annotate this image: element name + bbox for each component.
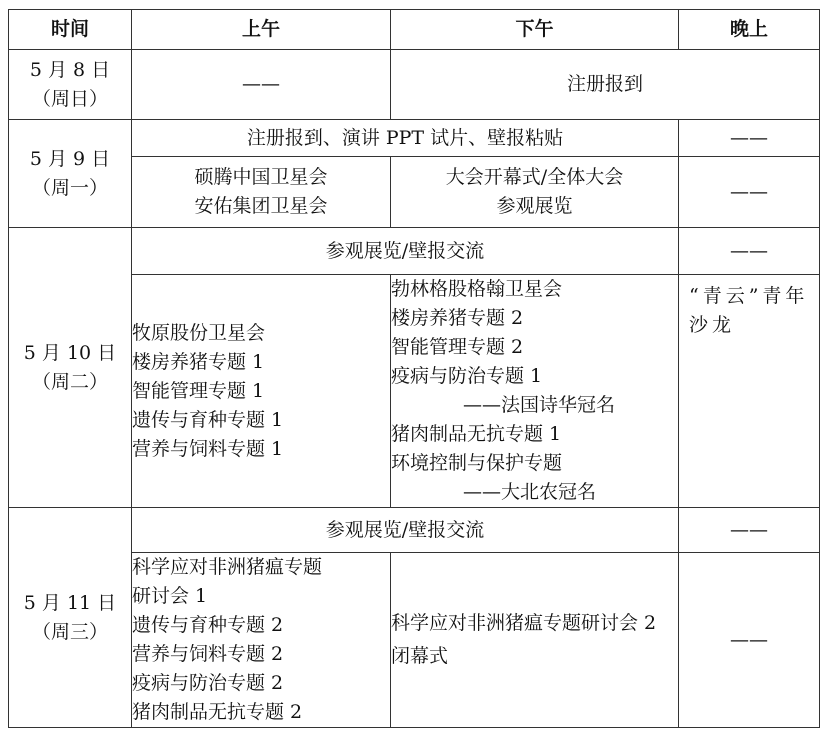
session-item: 猪肉制品无抗专题 2 bbox=[132, 701, 303, 723]
header-afternoon: 下午 bbox=[391, 10, 679, 50]
session-item: 研讨会 1 bbox=[132, 585, 208, 607]
session-item: 勃林格股格翰卫星会 bbox=[391, 278, 563, 300]
schedule-table bbox=[8, 9, 820, 728]
header-morning: 上午 bbox=[132, 10, 391, 50]
weekday-label: （周日） bbox=[31, 87, 108, 110]
morning-cell bbox=[132, 275, 391, 508]
day-span-cell: 注册报到、演讲 PPT 试片、壁报粘贴 bbox=[132, 120, 679, 157]
session-item: 楼房养猪专题 2 bbox=[391, 307, 524, 329]
session-item: 硕腾中国卫星会 bbox=[194, 166, 328, 188]
table-row bbox=[9, 50, 820, 120]
afternoon-evening-cell: 注册报到 bbox=[391, 50, 820, 120]
evening-cell bbox=[679, 275, 820, 508]
header-row bbox=[9, 10, 820, 50]
date-cell bbox=[9, 50, 132, 120]
afternoon-cell bbox=[391, 553, 679, 728]
session-item: 营养与饲料专题 1 bbox=[132, 437, 284, 460]
evening-cell: —— bbox=[679, 508, 820, 553]
session-item: 科学应对非洲猪瘟专题 bbox=[132, 556, 323, 578]
session-item: 大会开幕式/全体大会 bbox=[445, 166, 624, 188]
session-item: 科学应对非洲猪瘟专题研讨会 2 bbox=[391, 612, 657, 634]
date-label: 5 月 10 日 bbox=[23, 341, 117, 364]
date-label: 5 月 9 日 bbox=[29, 147, 111, 170]
session-item: 遗传与育种专题 2 bbox=[132, 614, 284, 636]
session-item: 参观展览 bbox=[496, 195, 573, 217]
session-item: 楼房养猪专题 1 bbox=[132, 350, 265, 373]
date-cell bbox=[9, 228, 132, 508]
morning-cell bbox=[132, 157, 391, 228]
session-item: 闭幕式 bbox=[391, 645, 449, 667]
weekday-label: （周三） bbox=[31, 620, 108, 643]
session-item: 疫病与防治专题 1 bbox=[391, 365, 543, 387]
header-evening: 晚上 bbox=[679, 10, 820, 50]
session-item: 猪肉制品无抗专题 1 bbox=[391, 423, 562, 445]
sponsor-note: ——法国诗华冠名 bbox=[463, 394, 616, 416]
date-label: 5 月 8 日 bbox=[29, 58, 111, 81]
date-cell bbox=[9, 508, 132, 728]
session-item: 牧原股份卫星会 bbox=[132, 321, 266, 344]
evening-cell: —— bbox=[679, 553, 820, 728]
evening-cell: —— bbox=[679, 228, 820, 275]
salon-event: “青云”青年沙龙 bbox=[689, 285, 809, 336]
morning-cell: —— bbox=[132, 50, 391, 120]
session-item: 遗传与育种专题 1 bbox=[132, 408, 284, 431]
weekday-label: （周一） bbox=[31, 176, 108, 199]
afternoon-cell bbox=[391, 157, 679, 228]
afternoon-cell bbox=[391, 275, 679, 508]
evening-cell: —— bbox=[679, 157, 820, 228]
session-item: 安佑集团卫星会 bbox=[194, 195, 328, 217]
session-item: 环境控制与保护专题 bbox=[391, 452, 563, 474]
session-item: 疫病与防治专题 2 bbox=[132, 672, 284, 694]
sponsor-note: ——大北农冠名 bbox=[463, 481, 597, 503]
session-item: 智能管理专题 1 bbox=[132, 379, 265, 402]
session-item: 营养与饲料专题 2 bbox=[132, 643, 284, 665]
table-row bbox=[9, 508, 820, 553]
morning-cell bbox=[132, 553, 391, 728]
session-item: 智能管理专题 2 bbox=[391, 336, 524, 358]
header-time: 时间 bbox=[9, 10, 132, 50]
day-span-cell: 参观展览/壁报交流 bbox=[132, 228, 679, 275]
table-row bbox=[9, 120, 820, 157]
date-label: 5 月 11 日 bbox=[23, 591, 117, 614]
table-row bbox=[9, 228, 820, 275]
evening-cell: —— bbox=[679, 120, 820, 157]
day-span-cell: 参观展览/壁报交流 bbox=[132, 508, 679, 553]
date-cell bbox=[9, 120, 132, 228]
weekday-label: （周二） bbox=[31, 370, 108, 393]
